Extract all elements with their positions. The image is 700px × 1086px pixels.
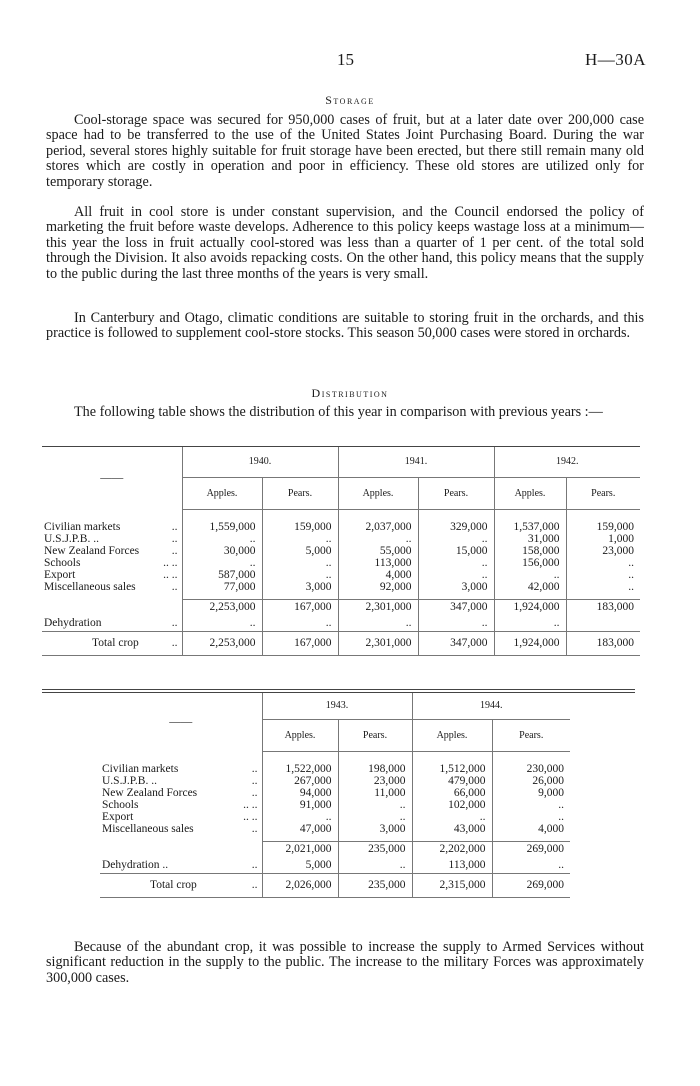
table-cell: 92,000 bbox=[338, 581, 418, 593]
subtotal-cell: 2,301,000 bbox=[338, 599, 418, 615]
table-row bbox=[42, 521, 640, 533]
dehydration-cell: .. bbox=[262, 615, 338, 631]
table-cell: 31,000 bbox=[494, 533, 566, 545]
dehydration-cell: .. bbox=[418, 615, 494, 631]
row-label bbox=[100, 811, 262, 823]
table-cell: .. bbox=[492, 799, 570, 811]
table-row bbox=[100, 799, 570, 811]
table2-corner: —— bbox=[169, 716, 193, 728]
table-cell: 3,000 bbox=[338, 823, 412, 835]
storage-paragraph-2: All fruit in cool store is under constant supervision, and the Council endorsed the policy of marketing the fruit before waste develops. Adherence to this policy keeps wastage loss at a minimum—this year the loss in fruit actually cool-stored was less than a quarter of 1 per cent. of the total sold through the Division. It also avoids repacking costs. On the other hand, this policy means that the supply to the public during the last three months of the years is very small. bbox=[46, 204, 644, 282]
row-label-dots: .. bbox=[171, 521, 178, 533]
distribution-table-1940-1942 bbox=[42, 447, 640, 656]
table-cell: .. bbox=[182, 557, 262, 569]
row-label-text: Export bbox=[44, 569, 76, 581]
table-cell: 1,537,000 bbox=[494, 521, 566, 533]
total-cell: 2,026,000 bbox=[262, 873, 338, 897]
table-cell: 587,000 bbox=[182, 569, 262, 581]
row-label-text: Miscellaneous sales bbox=[102, 823, 194, 835]
total-label-dots: .. bbox=[171, 637, 178, 649]
dehydration-label-text: Dehydration bbox=[44, 616, 102, 629]
table-cell: 11,000 bbox=[338, 787, 412, 799]
row-label bbox=[100, 763, 262, 775]
table-cell: .. bbox=[338, 799, 412, 811]
row-label-dots: .. .. bbox=[163, 557, 178, 569]
table-cell: .. bbox=[492, 811, 570, 823]
table-cell: 66,000 bbox=[412, 787, 492, 799]
row-label bbox=[100, 775, 262, 787]
dehydration-cell bbox=[566, 615, 640, 631]
table-cell: 4,000 bbox=[338, 569, 418, 581]
row-label-text: Miscellaneous sales bbox=[44, 581, 136, 593]
row-label-text: U.S.J.P.B. .. bbox=[44, 533, 99, 545]
table-cell: .. bbox=[566, 557, 640, 569]
subtotal-row bbox=[100, 841, 570, 857]
subtotal-row bbox=[42, 599, 640, 615]
table-cell: 2,037,000 bbox=[338, 521, 418, 533]
table-cell: .. bbox=[262, 533, 338, 545]
table-row bbox=[42, 533, 640, 545]
total-cell: 235,000 bbox=[338, 873, 412, 897]
table-cell: 1,000 bbox=[566, 533, 640, 545]
dehydration-cell: .. bbox=[494, 615, 566, 631]
row-label-dots: .. bbox=[171, 581, 178, 593]
table-cell: 198,000 bbox=[338, 763, 412, 775]
dehydration-row bbox=[100, 857, 570, 873]
table-cell: 230,000 bbox=[492, 763, 570, 775]
distribution-table-1943-1944 bbox=[100, 693, 570, 898]
row-label-dots: .. bbox=[251, 823, 258, 835]
row-label-dots: .. bbox=[251, 775, 258, 787]
storage-heading: Storage bbox=[325, 93, 375, 107]
table-cell: 329,000 bbox=[418, 521, 494, 533]
dehydration-cell: .. bbox=[338, 857, 412, 873]
table-cell: 113,000 bbox=[338, 557, 418, 569]
total-cell: 167,000 bbox=[262, 631, 338, 655]
distribution-intro: The following table shows the distribution of this year in comparison with previous years :— bbox=[74, 404, 603, 420]
table-cell: 3,000 bbox=[418, 581, 494, 593]
dehydration-cell: 5,000 bbox=[262, 857, 338, 873]
table-cell: .. bbox=[262, 557, 338, 569]
table-cell: .. bbox=[418, 557, 494, 569]
table-cell: 23,000 bbox=[338, 775, 412, 787]
table-cell: 1,522,000 bbox=[262, 763, 338, 775]
dehydration-cell: .. bbox=[492, 857, 570, 873]
subtotal-cell: 1,924,000 bbox=[494, 599, 566, 615]
table-cell: 42,000 bbox=[494, 581, 566, 593]
table-row bbox=[100, 811, 570, 823]
table2-top-rule bbox=[42, 689, 635, 690]
row-label bbox=[42, 533, 182, 545]
total-cell: 347,000 bbox=[418, 631, 494, 655]
table-cell: 94,000 bbox=[262, 787, 338, 799]
table-cell: .. bbox=[494, 569, 566, 581]
row-label bbox=[42, 581, 182, 593]
table-cell: .. bbox=[338, 811, 412, 823]
table-row bbox=[100, 823, 570, 835]
table-cell: 77,000 bbox=[182, 581, 262, 593]
table-cell: 158,000 bbox=[494, 545, 566, 557]
dehydration-label-dots: .. bbox=[251, 858, 258, 871]
total-row bbox=[100, 873, 570, 897]
dehydration-cell: .. bbox=[338, 615, 418, 631]
total-cell: 2,315,000 bbox=[412, 873, 492, 897]
table-cell: 1,559,000 bbox=[182, 521, 262, 533]
table-cell: 5,000 bbox=[262, 545, 338, 557]
table-cell: 43,000 bbox=[412, 823, 492, 835]
row-label-dots: .. bbox=[251, 763, 258, 775]
row-label bbox=[42, 569, 182, 581]
table1-subhead: Apples. bbox=[182, 477, 262, 509]
table2-year-1944: 1944. bbox=[412, 693, 570, 719]
total-cell: 2,301,000 bbox=[338, 631, 418, 655]
row-label bbox=[42, 521, 182, 533]
row-label-dots: .. .. bbox=[163, 569, 178, 581]
table-cell: .. bbox=[566, 581, 640, 593]
subtotal-cell: 235,000 bbox=[338, 841, 412, 857]
table1-subhead: Apples. bbox=[494, 477, 566, 509]
table-cell: 159,000 bbox=[566, 521, 640, 533]
table1-subhead: Apples. bbox=[338, 477, 418, 509]
table-cell: .. bbox=[566, 569, 640, 581]
storage-paragraph-3: In Canterbury and Otago, climatic conditions are suitable to storing fruit in the orchards, and this practice is followed to supplement cool-store stocks. This season 50,000 cases were stored in orchards. bbox=[46, 310, 644, 342]
total-row bbox=[42, 631, 640, 655]
table1-subhead: Pears. bbox=[262, 477, 338, 509]
row-label-dots: .. bbox=[171, 533, 178, 545]
page-number: 15 bbox=[337, 50, 354, 69]
table-row bbox=[100, 763, 570, 775]
row-label bbox=[100, 823, 262, 835]
table-cell: 3,000 bbox=[262, 581, 338, 593]
subtotal-cell: 2,253,000 bbox=[182, 599, 262, 615]
row-label-text: Civilian markets bbox=[102, 763, 179, 775]
row-label bbox=[42, 557, 182, 569]
table1-year-1942: 1942. bbox=[494, 447, 640, 477]
row-label-dots: .. .. bbox=[243, 799, 258, 811]
row-label-dots: .. bbox=[171, 545, 178, 557]
table-row bbox=[42, 557, 640, 569]
closing-paragraph: Because of the abundant crop, it was possible to increase the supply to Armed Services without significant reduction in the supply to the public. The increase to the military Forces was approximately 300,000 cases. bbox=[46, 939, 644, 986]
table2-subhead: Apples. bbox=[262, 719, 338, 751]
subtotal-cell: 2,202,000 bbox=[412, 841, 492, 857]
table-cell: 30,000 bbox=[182, 545, 262, 557]
subtotal-cell: 183,000 bbox=[566, 599, 640, 615]
subtotal-cell: 269,000 bbox=[492, 841, 570, 857]
total-label bbox=[100, 873, 262, 897]
dehydration-label-dots: .. bbox=[171, 616, 178, 629]
table-row bbox=[42, 569, 640, 581]
row-label-text: Export bbox=[102, 811, 134, 823]
table-row bbox=[100, 787, 570, 799]
table-cell: 15,000 bbox=[418, 545, 494, 557]
total-cell: 269,000 bbox=[492, 873, 570, 897]
table2-year-1943: 1943. bbox=[262, 693, 412, 719]
table2-subhead: Pears. bbox=[492, 719, 570, 751]
table-cell: 9,000 bbox=[492, 787, 570, 799]
subtotal-cell: 2,021,000 bbox=[262, 841, 338, 857]
table-cell: .. bbox=[418, 533, 494, 545]
table-cell: 4,000 bbox=[492, 823, 570, 835]
total-cell: 183,000 bbox=[566, 631, 640, 655]
table-cell: .. bbox=[262, 811, 338, 823]
table-cell: 267,000 bbox=[262, 775, 338, 787]
dehydration-label-text: Dehydration .. bbox=[102, 858, 169, 871]
table-row bbox=[100, 775, 570, 787]
total-label bbox=[42, 631, 182, 655]
dehydration-label bbox=[42, 615, 182, 631]
row-label bbox=[42, 545, 182, 557]
table1-year-1941: 1941. bbox=[338, 447, 494, 477]
table-cell: 159,000 bbox=[262, 521, 338, 533]
dehydration-row bbox=[42, 615, 640, 631]
table-cell: 47,000 bbox=[262, 823, 338, 835]
row-label bbox=[100, 799, 262, 811]
table-cell: 1,512,000 bbox=[412, 763, 492, 775]
total-label-dots: .. bbox=[251, 879, 258, 891]
table-cell: .. bbox=[262, 569, 338, 581]
table-cell: .. bbox=[412, 811, 492, 823]
subtotal-cell: 347,000 bbox=[418, 599, 494, 615]
table1-subhead: Pears. bbox=[418, 477, 494, 509]
row-label bbox=[100, 787, 262, 799]
table-cell: 102,000 bbox=[412, 799, 492, 811]
distribution-heading: Distribution bbox=[311, 386, 389, 400]
dehydration-cell: .. bbox=[182, 615, 262, 631]
row-label-text: Schools bbox=[102, 799, 139, 811]
row-label-text: Civilian markets bbox=[44, 521, 121, 533]
table-row bbox=[42, 545, 640, 557]
table-cell: .. bbox=[338, 533, 418, 545]
total-label-text: Total crop bbox=[150, 879, 197, 891]
table-cell: 479,000 bbox=[412, 775, 492, 787]
table1-year-1940: 1940. bbox=[182, 447, 338, 477]
dehydration-cell: 113,000 bbox=[412, 857, 492, 873]
row-label-dots: .. .. bbox=[243, 811, 258, 823]
table2-subhead: Apples. bbox=[412, 719, 492, 751]
total-cell: 1,924,000 bbox=[494, 631, 566, 655]
row-label-text: Schools bbox=[44, 557, 81, 569]
table-cell: 91,000 bbox=[262, 799, 338, 811]
table-row bbox=[42, 581, 640, 593]
table-cell: 55,000 bbox=[338, 545, 418, 557]
table-cell: 26,000 bbox=[492, 775, 570, 787]
dehydration-label bbox=[100, 857, 262, 873]
table1-subhead: Pears. bbox=[566, 477, 640, 509]
row-label-dots: .. bbox=[251, 787, 258, 799]
table1-corner: —— bbox=[100, 472, 124, 484]
total-label-text: Total crop bbox=[92, 637, 139, 649]
table-cell: .. bbox=[182, 533, 262, 545]
table-cell: 156,000 bbox=[494, 557, 566, 569]
row-label-text: U.S.J.P.B. .. bbox=[102, 775, 157, 787]
total-cell: 2,253,000 bbox=[182, 631, 262, 655]
document-reference: H—30A bbox=[585, 50, 647, 69]
row-label-text: New Zealand Forces bbox=[102, 787, 198, 799]
row-label-text: New Zealand Forces bbox=[44, 545, 140, 557]
table2-subhead: Pears. bbox=[338, 719, 412, 751]
table-cell: .. bbox=[418, 569, 494, 581]
table-cell: 23,000 bbox=[566, 545, 640, 557]
subtotal-cell: 167,000 bbox=[262, 599, 338, 615]
storage-paragraph-1: Cool-storage space was secured for 950,000 cases of fruit, but at a later date over 200,000 case space had to be transferred to the use of the United States Joint Purchasing Board. During the war period, several stores highly suitable for fruit storage have been erected, but there still remain many old stores which are costly in operation and poor in efficiency. These old stores are utilized only for temporary storage. bbox=[46, 112, 644, 190]
